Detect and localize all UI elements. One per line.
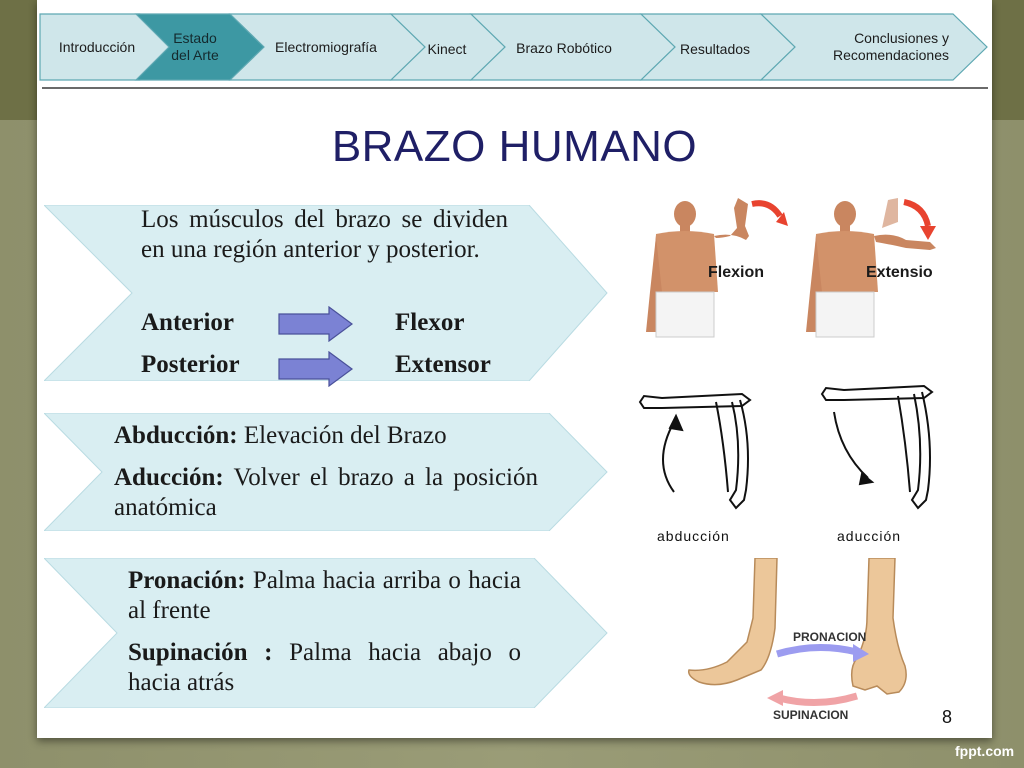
arrow-right-icon — [277, 306, 355, 342]
label-extensor: Extensor — [395, 351, 491, 378]
panel-abduction-text — [114, 421, 538, 523]
section-nav — [37, 0, 992, 90]
def-aduccion: Volver el brazo a la posición anatómica — [114, 464, 538, 521]
term-pronacion: Pronación: — [128, 567, 246, 594]
slide — [37, 0, 992, 738]
pronacion-label: PRONACION — [793, 630, 867, 644]
arrow-right-icon — [277, 351, 355, 387]
nav-item-kinect[interactable]: Kinect — [427, 41, 467, 57]
abduction-adduction-illustration — [632, 382, 962, 550]
flexion-extension-illustration — [642, 192, 947, 342]
flexion-label: Flexion — [708, 264, 765, 281]
term-abduccion: Abducción: — [114, 422, 238, 449]
pronation-arrow — [777, 647, 857, 654]
left-forearm — [689, 558, 777, 685]
aduccion-drawing — [822, 386, 932, 508]
abduction-adduction-figure — [632, 382, 962, 550]
header-divider — [42, 87, 988, 89]
label-posterior: Posterior — [141, 351, 240, 378]
extension-label: Extensio — [866, 264, 933, 281]
supination-arrow — [779, 696, 857, 703]
panel-pronation — [44, 558, 609, 708]
nav-item-brazo-robotico[interactable]: Brazo Robótico — [516, 40, 612, 56]
aduccion-label: aducción — [837, 528, 902, 544]
nav-item-conclusiones[interactable]: Conclusiones y Recomendaciones — [833, 30, 949, 63]
page-number: 8 — [942, 707, 953, 727]
label-anterior: Anterior — [141, 309, 235, 336]
watermark: fppt.com — [955, 743, 1015, 759]
panel-muscle-regions — [44, 205, 609, 381]
supinacion-label: SUPINACION — [773, 708, 849, 722]
term-supinacion: Supinación : — [128, 639, 273, 666]
def-pronacion: Palma hacia arriba o hacia al frente — [128, 567, 521, 624]
term-aduccion: Aducción: — [114, 464, 224, 491]
def-abduccion: Elevación del Brazo — [237, 422, 447, 449]
nav-item-electromiografia[interactable]: Electromiografía — [275, 39, 377, 55]
abduccion-label: abducción — [657, 528, 730, 544]
page-title: BRAZO HUMANO — [331, 122, 698, 171]
nav-item-estado-del-arte[interactable]: Estado del Arte — [171, 30, 219, 63]
pronation-supination-illustration — [677, 558, 927, 724]
label-flexor: Flexor — [395, 309, 465, 336]
nav-item-introduccion[interactable]: Introducción — [58, 39, 136, 55]
right-forearm — [852, 558, 906, 694]
nav-item-resultados[interactable]: Resultados — [679, 41, 751, 57]
panel-pronation-text — [128, 566, 521, 698]
panel-muscle-text: Los músculos del brazo se dividen en una región anterior y posterior. — [141, 206, 508, 263]
def-supinacion: Palma hacia abajo o hacia atrás — [128, 639, 521, 696]
panel-abduction — [44, 413, 609, 531]
abduccion-drawing — [640, 394, 750, 508]
